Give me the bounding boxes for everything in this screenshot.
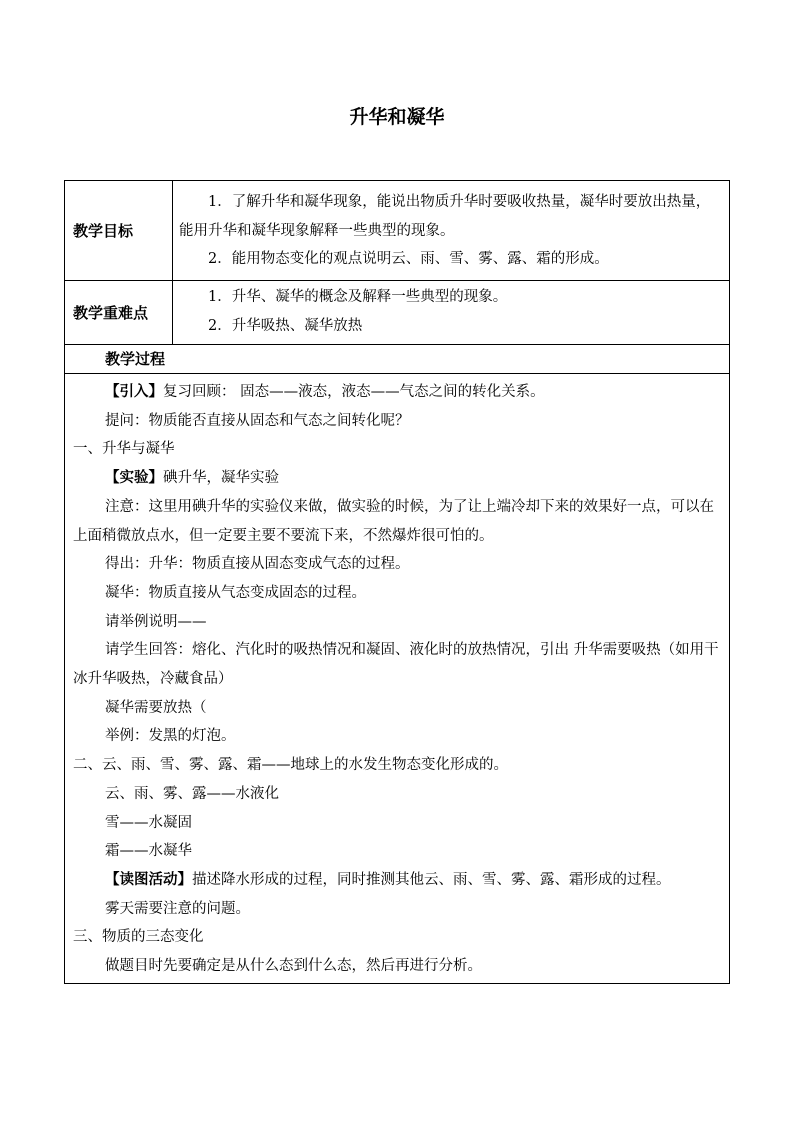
key-points-content: [173, 281, 730, 345]
process-body: [65, 374, 730, 984]
question-line: 提问：物质能否直接从固态和气态之间转化呢？: [105, 412, 410, 429]
key-point-1: 1．升华、凝华的概念及解释一些典型的现象。: [208, 289, 508, 305]
process-body-row: [65, 374, 730, 984]
teaching-goals-row: [65, 181, 730, 281]
ask-example-line: 请举例说明——: [105, 613, 207, 630]
intro-tag: 【引入】: [105, 384, 163, 400]
lesson-plan-table: [64, 180, 730, 984]
solve-tip-line: 做题目时先要确定是从什么态到什么态，然后再进行分析。: [105, 958, 482, 975]
experiment-line: [73, 464, 725, 493]
key-point-2: 2．升华吸热、凝华放热: [208, 317, 363, 334]
note-paragraph: 注意：这里用碘升华的实验仪来做，做实验的时候，为了让上端冷却下来的效果好一点，可以在上面稍微放点水，但一定要主要不要流下来，不然爆炸很可怕的。: [73, 498, 714, 544]
process-header: 教学过程: [65, 345, 730, 374]
reading-tag: 【读图活动】: [105, 871, 192, 888]
snow-line: 雪——水凝固: [105, 814, 192, 831]
deposition-heat-line: 凝华需要放热（: [105, 699, 207, 716]
reading-text: 描述降水形成的过程，同时推测其他云、雨、雪、雾、露、霜形成的过程。: [192, 871, 671, 888]
frost-line: 霜——水凝华: [105, 843, 192, 860]
section-3-heading: 三、物质的三态变化: [73, 929, 204, 946]
goal-item-1: 1．了解升华和凝华现象，能说出物质升华时要吸收热量，凝华时要放出热量，能用升华和凝华现象解释一些典型的现象。: [179, 194, 711, 239]
section-2-heading: 二、云、雨、雪、雾、露、霜——地球上的水发生物态变化形成的。: [73, 757, 508, 774]
section-1-heading: 一、升华与凝华: [73, 441, 175, 458]
key-points-row: [65, 281, 730, 345]
fog-issue-line: 雾天需要注意的问题。: [105, 900, 250, 917]
student-answer-paragraph: 请学生回答：熔化、汽化时的吸热情况和凝固、液化时的放热情况，引出 升华需要吸热（如用干冰升华吸热，冷藏食品）: [73, 642, 719, 688]
conclusion-deposition: 凝华：物质直接从气态变成固态的过程。: [105, 584, 366, 601]
teaching-goals-label: 教学目标: [65, 181, 173, 281]
teaching-goals-content: [173, 181, 730, 281]
intro-text: 复习回顾： 固态——液态，液态——气态之间的转化关系。: [163, 384, 545, 400]
intro-line: [73, 378, 725, 407]
experiment-tag: 【实验】: [105, 470, 163, 487]
example-line: 举例：发黑的灯泡。: [105, 728, 236, 745]
experiment-text: 碘升华，凝华实验: [163, 470, 279, 487]
conclusion-sublimation: 得出：升华：物质直接从固态变成气态的过程。: [105, 556, 410, 573]
key-points-label: 教学重难点: [65, 281, 173, 345]
page-title: 升华和凝华: [349, 106, 445, 128]
process-header-row: [65, 345, 730, 374]
goal-item-2: 2．能用物态变化的观点说明云、雨、雪、雾、露、霜的形成。: [208, 251, 609, 267]
cloud-rain-line: 云、雨、雾、露——水液化: [105, 785, 279, 802]
reading-activity-line: [73, 866, 725, 895]
